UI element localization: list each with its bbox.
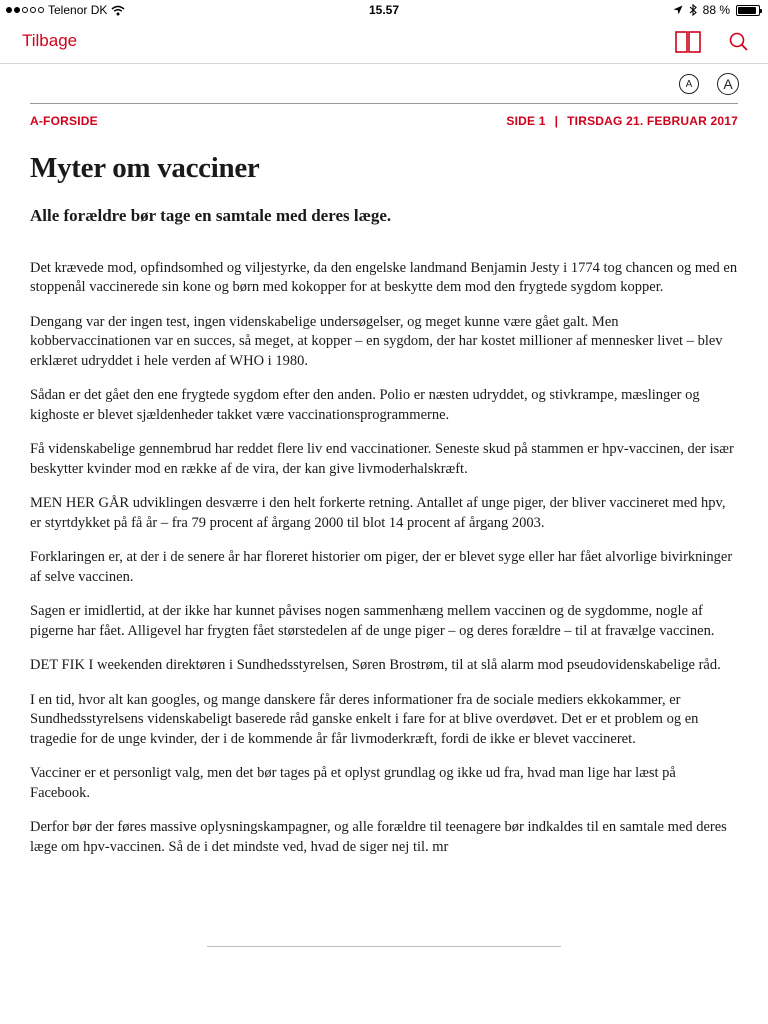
issue-date: TIRSDAG 21. FEBRUAR 2017 xyxy=(567,114,738,128)
section-line xyxy=(30,114,738,130)
article-paragraph: Forklaringen er, at der i de senere år har floreret historier om piger, der er blevet syge eller har fået alvorlige bivirkninger af selve vaccinen. xyxy=(30,549,733,585)
bluetooth-icon xyxy=(689,4,697,16)
meta-separator: | xyxy=(554,114,559,128)
divider xyxy=(30,103,738,104)
article-paragraph: MEN HER GÅR udviklingen desværre i den helt forkerte retning. Antallet af unge piger, der bliver vaccineret med hpv, er styrtdykket på få år – fra 79 procent af årgang 2000 til blot 14 procent af årgang 2003. xyxy=(30,495,726,531)
article-end-rule xyxy=(207,946,561,947)
article-paragraph: Derfor bør der føres massive oplysningskampagner, og alle forældre til teenagere bør indkaldes til en samtale med deres læge om hpv-vaccinen. Så de i det mindste ved, hvad de siger nej til. mr xyxy=(30,819,727,855)
page-label: SIDE 1 xyxy=(506,114,546,128)
article-paragraph: Sådan er det gået den ene frygtede sygdom efter den anden. Polio er næsten udryddet, og stivkrampe, mæslinger og kighoste er blevet sjældenheder takket være vaccinationsprogrammerne. xyxy=(30,387,700,423)
article-headline: Myter om vacciner xyxy=(30,152,260,184)
status-right xyxy=(673,3,760,17)
article-paragraph: Dengang var der ingen test, ingen videnskabelige undersøgelser, og meget kunne være gået galt. Men kobbervaccinationen var en succes, så meget, at kopper – en sygdom, der har kostet millioner af mennesker livet – blev erklæret udryddet i hele verden af WHO i 1980. xyxy=(30,314,723,369)
article-body xyxy=(30,259,738,872)
search-icon[interactable] xyxy=(726,30,754,54)
section-meta xyxy=(506,114,738,128)
increase-font-button[interactable]: A xyxy=(717,73,739,95)
status-time: 15.57 xyxy=(368,3,400,17)
battery-percent: 88 % xyxy=(702,3,730,17)
article-paragraph: Sagen er imidlertid, at der ikke har kunnet påvises nogen sammenhæng mellem vaccinen og de sygdomme, nogle af pigerne har fået. Alligevel har frygten fået størstedelen af de unge piger – og deres forældre – til at fravælge vaccinen. xyxy=(30,603,715,639)
decrease-font-button[interactable]: A xyxy=(679,74,699,94)
section-name: A-FORSIDE xyxy=(30,114,98,128)
article-subhead: Alle forældre bør tage en samtale med deres læge. xyxy=(30,206,392,225)
status-bar xyxy=(0,0,768,20)
article-paragraph: DET FIK I weekenden direktøren i Sundhedsstyrelsen, Søren Brostrøm, til at slå alarm mod pseudovidenskabelige råd. xyxy=(30,657,721,674)
location-arrow-icon xyxy=(673,5,683,15)
article-paragraph: Vacciner er et personligt valg, men det bør tages på et oplyst grundlag og ikke ud fra, hvad man lige har læst på Facebook. xyxy=(30,765,676,801)
battery-icon xyxy=(736,5,760,16)
article-paragraph: Få videnskabelige gennembrud har reddet flere liv end vaccinationer. Seneste skud på stammen er hpv-vaccinen, der især beskytter kvinder mod en række af de vira, der kan give livmoderhalskræft. xyxy=(30,441,734,477)
battery-fill xyxy=(738,7,756,14)
carrier-label: Telenor DK xyxy=(48,3,108,17)
article-paragraph: I en tid, hvor alt kan googles, og mange danskere får deres informationer fra de sociale mediers ekkokammer, er Sundhedsstyrelsens videnskabeligt baserede råd ganske enkelt i fare for at blive overdøvet. Det er et problem og en tragedie for de unge kvinder, der i de kommende år får livmoderkræft, fordi de ikke er blevet vaccineret. xyxy=(30,692,699,747)
back-button[interactable]: Tilbage xyxy=(22,31,78,50)
columns-icon[interactable] xyxy=(674,30,702,54)
font-size-controls xyxy=(0,64,768,104)
article-paragraph: Det krævede mod, opfindsomhed og viljestyrke, da den engelske landmand Benjamin Jesty i 1774 tog chancen og med en stoppenål vaccinerede sin kone og børn med kokopper for at beskytte dem mod den frygtede sygdom kopper. xyxy=(30,260,738,296)
nav-bar xyxy=(0,20,768,64)
